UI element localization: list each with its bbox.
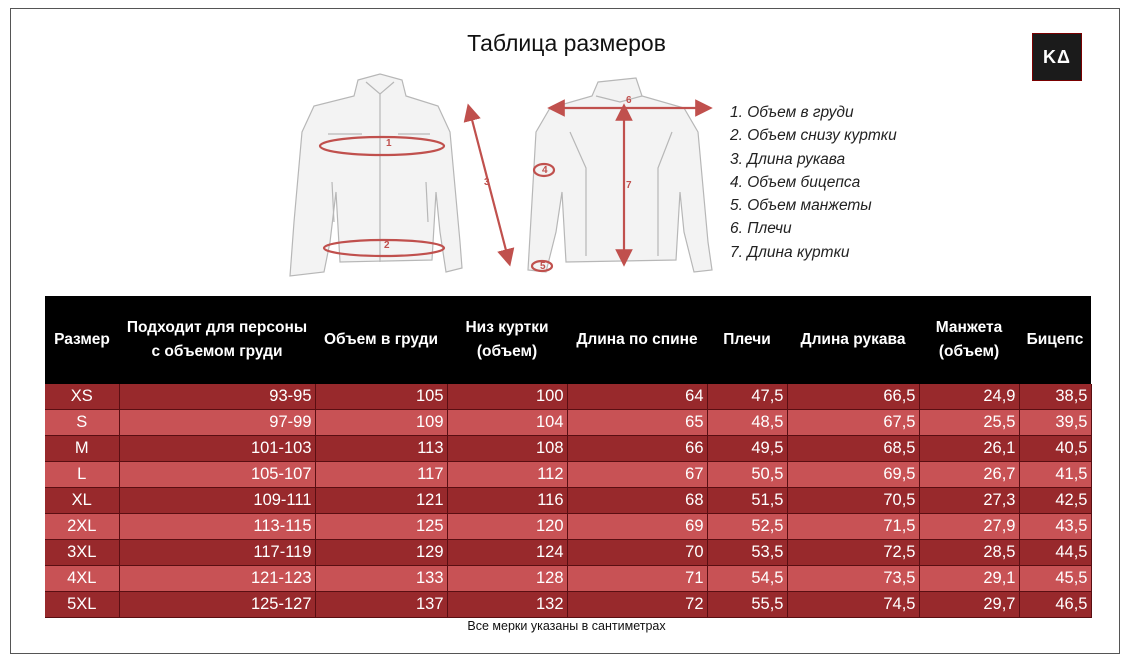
table-cell: 125: [315, 514, 447, 540]
table-cell: 69: [567, 514, 707, 540]
table-cell: 109: [315, 410, 447, 436]
table-cell: 104: [447, 410, 567, 436]
table-cell: 41,5: [1019, 462, 1091, 488]
table-cell: 66,5: [787, 384, 919, 410]
table-row: [45, 384, 1091, 410]
table-cell: 40,5: [1019, 436, 1091, 462]
table-cell: 129: [315, 540, 447, 566]
table-cell: 125-127: [119, 592, 315, 618]
label-4: 4: [542, 165, 548, 176]
table-header-row: [45, 296, 1091, 384]
table-cell: L: [45, 462, 119, 488]
table-cell: 101-103: [119, 436, 315, 462]
legend-item: 5. Объем манжеты: [730, 197, 872, 215]
table-cell: 116: [447, 488, 567, 514]
table-cell: 132: [447, 592, 567, 618]
table-cell: 69,5: [787, 462, 919, 488]
table-cell: XS: [45, 384, 119, 410]
table-cell: 2XL: [45, 514, 119, 540]
label-3: 3: [484, 177, 490, 188]
table-row: [45, 540, 1091, 566]
brand-logo: KΔ: [1032, 33, 1082, 81]
table-cell: 27,3: [919, 488, 1019, 514]
label-2: 2: [384, 240, 390, 251]
table-cell: 117-119: [119, 540, 315, 566]
measure-legend: [730, 101, 897, 264]
table-cell: 72,5: [787, 540, 919, 566]
table-cell: 25,5: [919, 410, 1019, 436]
page-title: Таблица размеров: [467, 30, 666, 56]
column-header: Размер: [45, 296, 119, 384]
table-cell: M: [45, 436, 119, 462]
table-cell: 24,9: [919, 384, 1019, 410]
table-cell: 48,5: [707, 410, 787, 436]
table-cell: 38,5: [1019, 384, 1091, 410]
legend-item: 1. Объем в груди: [730, 104, 854, 121]
table-cell: 47,5: [707, 384, 787, 410]
table-row: [45, 462, 1091, 488]
table-cell: 46,5: [1019, 592, 1091, 618]
column-header: Длина по спине: [567, 296, 707, 384]
table-cell: 105-107: [119, 462, 315, 488]
table-cell: 28,5: [919, 540, 1019, 566]
table-cell: 112: [447, 462, 567, 488]
table-cell: 113-115: [119, 514, 315, 540]
table-cell: 5XL: [45, 592, 119, 618]
table-cell: 71: [567, 566, 707, 592]
legend-item: 2. Объем снизу куртки: [730, 127, 897, 145]
table-cell: XL: [45, 488, 119, 514]
table-cell: 121-123: [119, 566, 315, 592]
table-cell: 68,5: [787, 436, 919, 462]
footnote: Все мерки указаны в сантиметрах: [467, 619, 666, 633]
column-header: Бицепс: [1019, 296, 1091, 384]
table-cell: 50,5: [707, 462, 787, 488]
table-cell: 29,1: [919, 566, 1019, 592]
table-cell: 65: [567, 410, 707, 436]
table-cell: 66: [567, 436, 707, 462]
table-cell: 113: [315, 436, 447, 462]
table-cell: 52,5: [707, 514, 787, 540]
table-row: [45, 410, 1091, 436]
table-row: [45, 592, 1091, 618]
column-header: Манжета (объем): [919, 296, 1019, 384]
column-header: Плечи: [707, 296, 787, 384]
table-cell: 100: [447, 384, 567, 410]
legend-item: 6. Плечи: [730, 220, 792, 238]
column-header: Объем в груди: [315, 296, 447, 384]
label-7: 7: [626, 180, 632, 191]
table-cell: 42,5: [1019, 488, 1091, 514]
table-cell: 27,9: [919, 514, 1019, 540]
label-5: 5: [540, 261, 546, 272]
table-cell: 74,5: [787, 592, 919, 618]
table-row: [45, 436, 1091, 462]
size-table: [45, 296, 1092, 618]
table-cell: S: [45, 410, 119, 436]
table-cell: 43,5: [1019, 514, 1091, 540]
table-row: [45, 566, 1091, 592]
table-cell: 121: [315, 488, 447, 514]
table-cell: 51,5: [707, 488, 787, 514]
table-cell: 44,5: [1019, 540, 1091, 566]
table-cell: 67: [567, 462, 707, 488]
table-cell: 97-99: [119, 410, 315, 436]
label-6: 6: [626, 95, 632, 106]
table-cell: 108: [447, 436, 567, 462]
table-cell: 68: [567, 488, 707, 514]
legend-item: 7. Длина куртки: [730, 243, 850, 261]
table-cell: 133: [315, 566, 447, 592]
table-cell: 137: [315, 592, 447, 618]
table-row: [45, 488, 1091, 514]
table-cell: 120: [447, 514, 567, 540]
jacket-front: [290, 74, 462, 276]
legend-item: 4. Объем бицепса: [730, 173, 861, 191]
table-cell: 124: [447, 540, 567, 566]
table-cell: 128: [447, 566, 567, 592]
table-cell: 45,5: [1019, 566, 1091, 592]
table-cell: 53,5: [707, 540, 787, 566]
label-1: 1: [386, 138, 392, 149]
table-cell: 67,5: [787, 410, 919, 436]
jacket-illustration: [280, 72, 740, 284]
table-cell: 105: [315, 384, 447, 410]
table-cell: 3XL: [45, 540, 119, 566]
table-cell: 55,5: [707, 592, 787, 618]
table-cell: 26,7: [919, 462, 1019, 488]
table-cell: 70: [567, 540, 707, 566]
table-row: [45, 514, 1091, 540]
table-cell: 39,5: [1019, 410, 1091, 436]
table-cell: 109-111: [119, 488, 315, 514]
table-cell: 70,5: [787, 488, 919, 514]
table-body: [45, 384, 1091, 618]
table-cell: 117: [315, 462, 447, 488]
table-cell: 64: [567, 384, 707, 410]
table-cell: 29,7: [919, 592, 1019, 618]
table-cell: 26,1: [919, 436, 1019, 462]
table-cell: 54,5: [707, 566, 787, 592]
table-cell: 4XL: [45, 566, 119, 592]
table-cell: 71,5: [787, 514, 919, 540]
column-header: Подходит для персоны с объемом груди: [119, 296, 315, 384]
column-header: Длина рукава: [787, 296, 919, 384]
table-cell: 93-95: [119, 384, 315, 410]
table-cell: 73,5: [787, 566, 919, 592]
column-header: Низ куртки (объем): [447, 296, 567, 384]
table-cell: 72: [567, 592, 707, 618]
table-cell: 49,5: [707, 436, 787, 462]
legend-item: 3. Длина рукава: [730, 150, 846, 168]
